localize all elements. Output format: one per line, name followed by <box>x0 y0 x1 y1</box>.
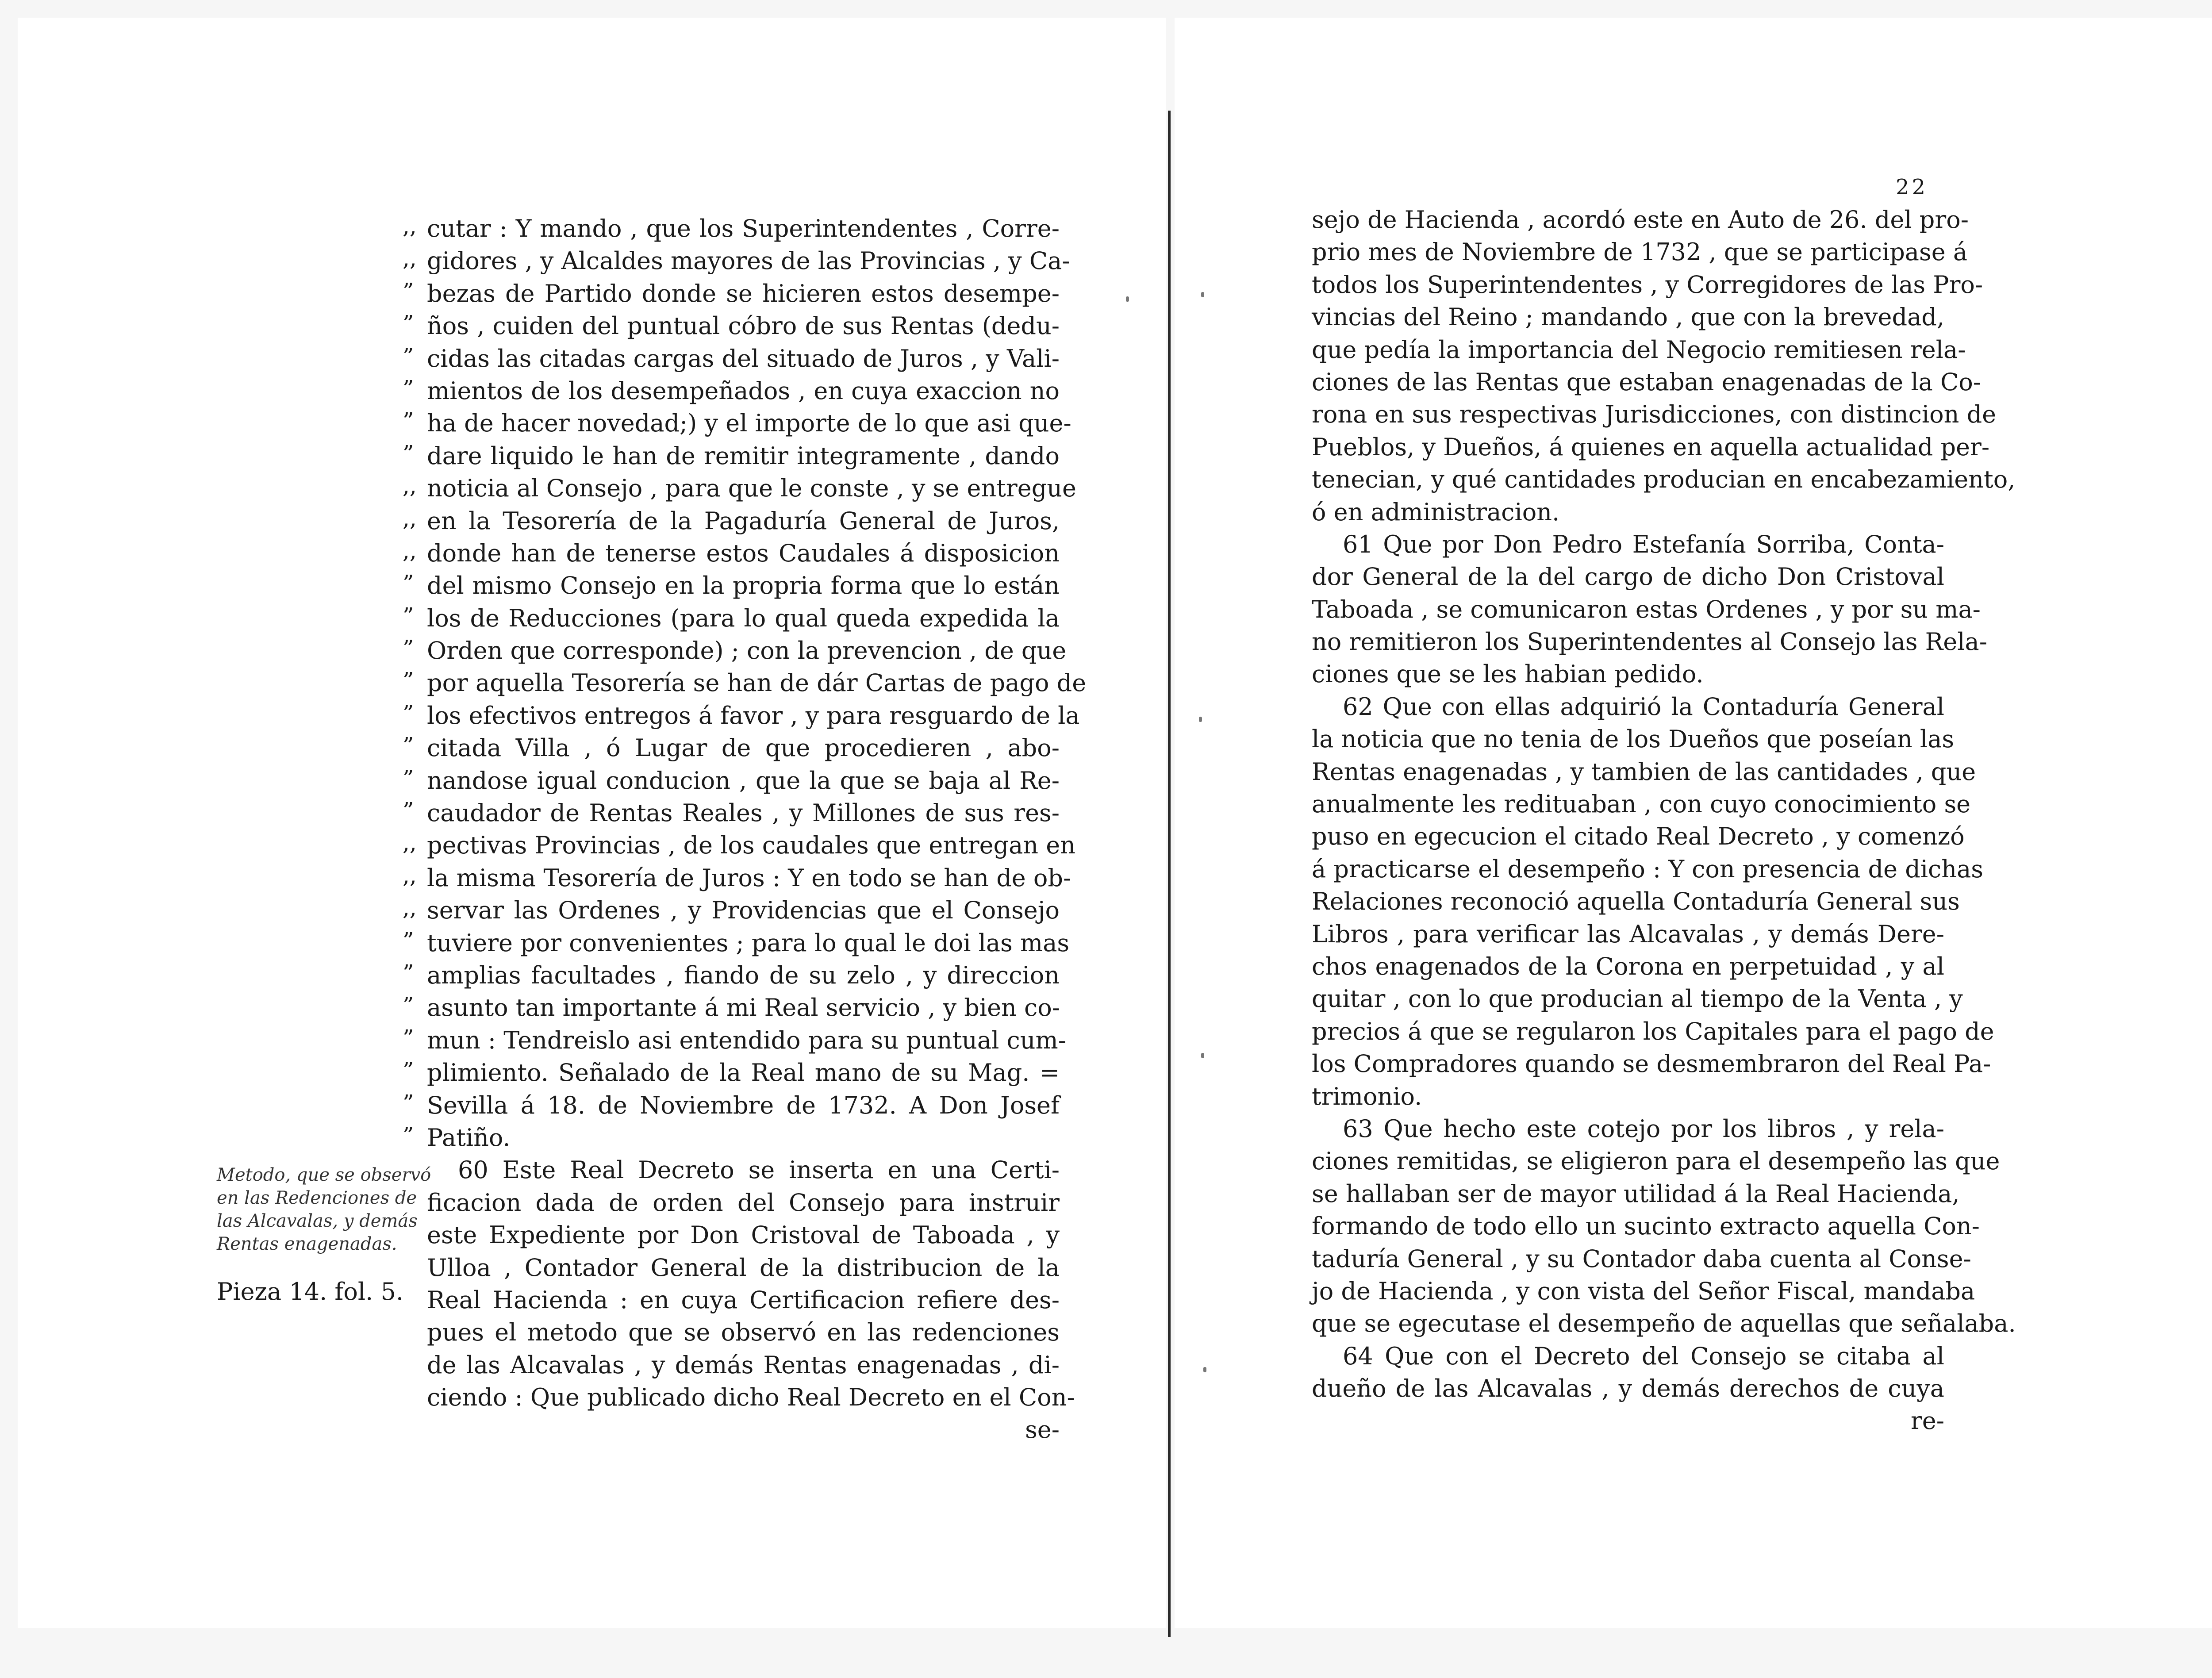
line-text: los de Reducciones (para lo qual queda expedida la <box>427 604 1060 632</box>
page-gutter <box>1168 111 1171 1637</box>
line-text: ciones remitidas, se eligieron para el desempeño las que <box>1312 1147 2000 1175</box>
text-line <box>403 407 1071 439</box>
text-line <box>403 310 1060 342</box>
text-line <box>403 569 1060 602</box>
line-text: bezas de Partido donde se hicieren estos desempe- <box>427 279 1060 307</box>
left-page-text <box>403 212 1087 1446</box>
quotation-mark: ” <box>403 960 414 986</box>
text-line <box>403 797 1060 829</box>
quotation-mark: ” <box>403 733 414 759</box>
quotation-mark: ,, <box>403 213 417 239</box>
line-text: caudador de Rentas Reales , y Millones de sus res- <box>427 799 1060 827</box>
text-line <box>1312 1080 1944 1113</box>
text-line <box>1312 301 1944 333</box>
text-line <box>427 1154 1060 1186</box>
text-line <box>403 537 1060 569</box>
line-text: Ulloa , Contador General de la distribucion de la <box>427 1253 1060 1282</box>
line-text: se hallaban ser de mayor utilidad á la Real Hacienda, <box>1312 1179 1960 1208</box>
text-line <box>1312 950 1944 983</box>
text-line <box>427 1187 1060 1219</box>
line-text: todos los Superintendentes , y Corregidores de las Pro- <box>1312 270 1983 299</box>
text-line <box>427 1349 1060 1381</box>
text-line <box>1312 820 1965 852</box>
quotation-mark: ” <box>403 1025 414 1051</box>
text-line <box>427 1284 1060 1316</box>
quotation-mark: ” <box>403 927 414 953</box>
text-line <box>1312 1372 1944 1405</box>
print-speck <box>1201 292 1204 297</box>
line-text: tuviere por convenientes ; para lo qual le doi las mas <box>427 929 1070 957</box>
line-text: plimiento. Señalado de la Real mano de su Mag. = <box>427 1059 1060 1087</box>
line-text: dueño de las Alcavalas , y demás derechos de cuya <box>1312 1375 1944 1403</box>
line-text: la misma Tesorería de Juros : Y en todo se han de ob- <box>427 864 1071 892</box>
line-text: los Compradores quando se desmembraron del Real Pa- <box>1312 1050 1991 1078</box>
quotation-mark: ” <box>403 1057 414 1083</box>
text-line <box>1312 431 1990 463</box>
line-text: del mismo Consejo en la propria forma que lo están <box>427 572 1060 600</box>
text-line <box>1312 528 1944 561</box>
line-text: pectivas Provincias , de los caudales que entregan en <box>427 831 1075 860</box>
line-text: mun : Tendreislo asi entendido para su puntual cum- <box>427 1026 1067 1054</box>
line-text: ciendo : Que publicado dicho Real Decreto en el Con- <box>427 1383 1075 1412</box>
text-line <box>1312 1405 1944 1437</box>
text-line <box>427 1252 1060 1284</box>
line-text: cutar : Y mando , que los Superintendentes , Corre- <box>427 215 1060 242</box>
line-text: jo de Hacienda , y con vista del Señor Fiscal, mandaba <box>1312 1277 1975 1305</box>
line-text: ños , cuiden del puntual cóbro de sus Rentas (dedu- <box>427 312 1060 340</box>
text-line <box>403 375 1060 407</box>
text-line <box>427 1381 1075 1413</box>
text-line <box>1312 561 1944 593</box>
quotation-mark: ” <box>403 1090 414 1116</box>
quotation-mark: ,, <box>403 246 417 272</box>
text-line <box>1312 334 1966 366</box>
line-text: tenecian, y qué cantidades producian en encabezamiento, <box>1312 465 2016 494</box>
text-line <box>403 732 1060 764</box>
text-line <box>1312 398 1997 430</box>
text-line <box>1312 756 1976 788</box>
text-line <box>1312 918 1944 950</box>
line-text: los efectivos entregos á favor , y para resguardo de la <box>427 701 1080 730</box>
text-line <box>403 505 1060 537</box>
line-text: Libros , para verificar las Alcavalas , y demás Dere- <box>1312 920 1944 948</box>
line-text: taduría General , y su Contador daba cuenta al Conse- <box>1312 1244 1971 1273</box>
line-text: vincias del Reino ; mandando , que con la brevedad, <box>1312 303 1944 331</box>
line-text: trimonio. <box>1312 1082 1422 1110</box>
text-line <box>1312 885 1960 918</box>
text-line <box>1312 204 1969 236</box>
line-text: pues el metodo que se observó en las redenciones <box>427 1318 1060 1347</box>
text-line <box>1312 658 1944 690</box>
line-text: quitar , con lo que producian al tiempo de la Venta , y <box>1312 985 1963 1013</box>
text-line <box>403 342 1060 375</box>
quotation-mark: ,, <box>403 473 417 499</box>
text-line <box>403 440 1060 472</box>
print-speck <box>1203 1367 1206 1372</box>
line-text: nandose igual conducion , que la que se baja al Re- <box>427 766 1060 795</box>
quotation-mark: ” <box>403 408 414 434</box>
text-line <box>403 829 1075 861</box>
line-text: sejo de Hacienda , acordó este en Auto de 26. del pro- <box>1312 206 1969 234</box>
text-line <box>427 1316 1060 1348</box>
line-text: no remitieron los Superintendentes al Consejo las Rela- <box>1312 628 1987 656</box>
text-line <box>1312 1048 1991 1080</box>
text-line <box>403 959 1060 991</box>
text-line <box>1312 1015 1994 1048</box>
text-line <box>403 699 1080 732</box>
text-line <box>403 927 1070 959</box>
line-text: que pedía la importancia del Negocio remitiesen rela- <box>1312 335 1966 364</box>
text-line <box>1312 691 1944 723</box>
text-line <box>403 667 1087 699</box>
print-speck <box>1199 717 1202 722</box>
line-text: servar las Ordenes , y Providencias que el Consejo <box>427 896 1060 925</box>
text-line <box>1312 236 1968 268</box>
line-text: ó en administracion. <box>1312 498 1560 526</box>
quotation-mark: ,, <box>403 895 417 921</box>
print-speck <box>1201 1053 1204 1058</box>
line-text: 63 Que hecho este cotejo por los libros , y rela- <box>1343 1114 1944 1143</box>
quotation-mark: ” <box>403 635 414 661</box>
text-line <box>403 277 1060 310</box>
line-text: mientos de los desempeñados , en cuya exaccion no <box>427 376 1060 405</box>
quotation-mark: ” <box>403 278 414 304</box>
line-text: 61 Que por Don Pedro Estefanía Sorriba, Conta- <box>1343 530 1944 558</box>
line-text: Relaciones reconoció aquella Contaduría General sus <box>1312 887 1960 916</box>
line-text: dor General de la del cargo de dicho Don Cristoval <box>1312 563 1944 591</box>
text-line <box>1312 1178 1960 1210</box>
quotation-mark: ” <box>403 570 414 596</box>
text-line <box>403 1024 1067 1056</box>
print-speck <box>1126 296 1129 302</box>
line-text: formando de todo ello un sucinto extracto aquella Con- <box>1312 1212 1980 1240</box>
line-text: Rentas enagenadas , y tambien de las cantidades , que <box>1312 757 1976 786</box>
quotation-mark: ,, <box>403 505 417 531</box>
line-text: asunto tan importante á mi Real servicio , y bien co- <box>427 994 1060 1022</box>
text-line <box>1312 496 1944 528</box>
line-text: ha de hacer novedad;) y el importe de lo que asi que- <box>427 409 1071 438</box>
line-text: ciones que se les habian pedido. <box>1312 660 1704 688</box>
marginal-note: Metodo, que se observó en las Redenciones de las Alcavalas, y demás Rentas enagenadas. <box>217 1165 431 1254</box>
text-line <box>427 1219 1060 1251</box>
text-line <box>1312 593 1981 626</box>
text-line <box>1312 1243 1971 1275</box>
quotation-mark: ,, <box>403 830 417 856</box>
line-text: prio mes de Noviembre de 1732 , que se participase á <box>1312 238 1968 266</box>
line-text: 64 Que con el Decreto del Consejo se citaba al <box>1343 1342 1944 1370</box>
text-line <box>403 862 1071 894</box>
text-line <box>1312 983 1963 1015</box>
text-line <box>403 472 1076 504</box>
text-line <box>1312 723 1955 755</box>
right-page <box>1175 18 2212 1628</box>
line-text: á practicarse el desempeño : Y con presencia de dichas <box>1312 855 1983 883</box>
line-text: ficacion dada de orden del Consejo para instruir <box>427 1188 1060 1217</box>
line-text: re- <box>1910 1407 1944 1435</box>
line-text: Taboada , se comunicaron estas Ordenes , y por su ma- <box>1312 595 1981 623</box>
text-line <box>1312 788 1971 820</box>
quotation-mark: ” <box>403 440 414 466</box>
line-text: dare liquido le han de remitir integramente , dando <box>427 442 1060 470</box>
text-line <box>1312 626 1987 658</box>
text-line <box>1312 463 2016 495</box>
line-text: Real Hacienda : en cuya Certificacion refiere des- <box>427 1286 1060 1314</box>
line-text: amplias facultades , fiando de su zelo , y direccion <box>427 961 1060 989</box>
right-page-text <box>1312 204 2016 1437</box>
line-text: gidores , y Alcaldes mayores de las Provincias , y Ca- <box>427 247 1070 275</box>
quotation-mark: ,, <box>403 538 417 564</box>
quotation-mark: ,, <box>403 862 417 888</box>
text-line <box>1312 1275 1975 1307</box>
text-line <box>403 602 1060 634</box>
line-text: 62 Que con ellas adquirió la Contaduría General <box>1343 692 1944 721</box>
text-line <box>403 1056 1060 1089</box>
text-line <box>403 1089 1060 1121</box>
line-text: la noticia que no tenia de los Dueños que poseían las <box>1312 725 1955 753</box>
text-line <box>1312 1145 2000 1177</box>
text-line <box>403 212 1060 245</box>
text-line <box>1312 269 1983 301</box>
line-text: se- <box>1025 1416 1060 1444</box>
text-line <box>403 634 1067 667</box>
quotation-mark: ” <box>403 343 414 369</box>
left-page <box>18 18 1166 1628</box>
quotation-mark: ” <box>403 798 414 824</box>
line-text: en la Tesorería de la Pagaduría General de Juros, <box>427 507 1060 535</box>
line-text: noticia al Consejo , para que le conste , y se entregue <box>427 474 1076 503</box>
line-text: por aquella Tesorería se han de dár Cartas de pago de <box>427 669 1087 697</box>
quotation-mark: ” <box>403 668 414 694</box>
page-number: 22 <box>1896 175 1928 200</box>
line-text: Sevilla á 18. de Noviembre de 1732. A Don Josef <box>427 1091 1060 1119</box>
quotation-mark: ” <box>403 375 414 401</box>
line-text: donde han de tenerse estos Caudales á disposicion <box>427 539 1060 567</box>
line-text: cidas las citadas cargas del situado de Juros , y Vali- <box>427 344 1060 372</box>
line-text: rona en sus respectivas Jurisdicciones, con distincion de <box>1312 400 1997 429</box>
text-line <box>1312 1340 1944 1372</box>
text-line <box>403 1121 1060 1154</box>
text-line <box>403 894 1060 926</box>
text-line <box>1312 1113 1944 1145</box>
quotation-mark: ” <box>403 1122 414 1148</box>
line-text: Orden que corresponde) ; con la prevencion , de que <box>427 637 1067 665</box>
text-line <box>1312 853 1983 885</box>
text-line <box>1312 1307 2016 1340</box>
line-text: este Expediente por Don Cristoval de Taboada , y <box>427 1221 1060 1249</box>
quotation-mark: ” <box>403 700 414 726</box>
line-text: 60 Este Real Decreto se inserta en una Certi- <box>458 1156 1060 1184</box>
text-line <box>1312 366 1982 398</box>
line-text: precios á que se regularon los Capitales para el pago de <box>1312 1017 1994 1045</box>
marginal-reference: Pieza 14. fol. 5. <box>217 1278 404 1306</box>
line-text: chos enagenados de la Corona en perpetuidad , y al <box>1312 952 1944 980</box>
line-text: Patiño. <box>427 1123 511 1152</box>
line-text: que se egecutase el desempeño de aquellas que señalaba. <box>1312 1309 2016 1338</box>
line-text: Pueblos, y Dueños, á quienes en aquella actualidad per- <box>1312 433 1990 461</box>
text-line <box>427 1413 1060 1446</box>
quotation-mark: ” <box>403 311 414 337</box>
line-text: puso en egecucion el citado Real Decreto , y comenzó <box>1312 822 1965 851</box>
text-line <box>403 764 1060 797</box>
quotation-mark: ” <box>403 765 414 791</box>
quotation-mark: ” <box>403 992 414 1018</box>
line-text: citada Villa , ó Lugar de que procedieren , abo- <box>427 734 1060 762</box>
text-line <box>403 991 1060 1024</box>
line-text: anualmente les redituaban , con cuyo conocimiento se <box>1312 790 1971 818</box>
text-line <box>403 245 1070 277</box>
line-text: de las Alcavalas , y demás Rentas enagenadas , di- <box>427 1351 1060 1379</box>
quotation-mark: ” <box>403 603 414 629</box>
text-line <box>1312 1210 1980 1242</box>
line-text: ciones de las Rentas que estaban enagenadas de la Co- <box>1312 368 1982 396</box>
